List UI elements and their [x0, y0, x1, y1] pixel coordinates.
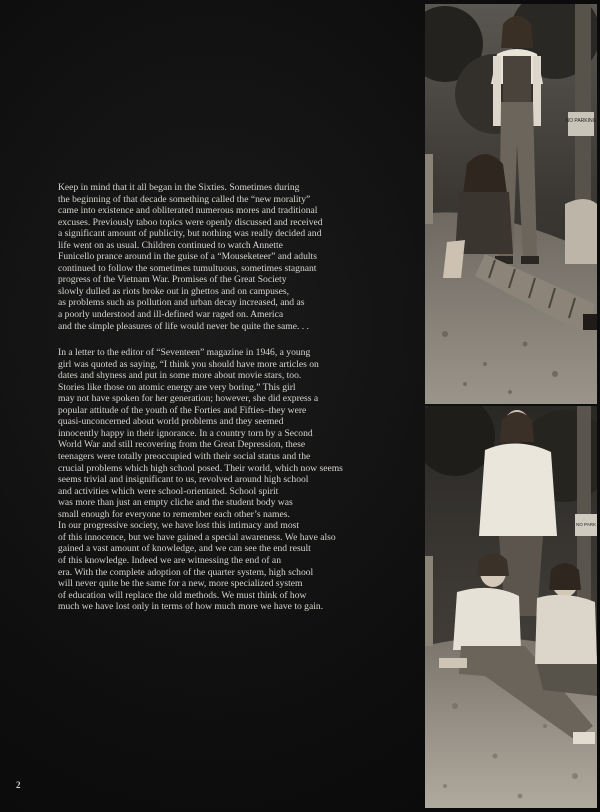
text-line: of education will replace the old methods. We must think of how: [58, 589, 307, 601]
text-line: life went on as usual. Children continued to watch Annette: [58, 239, 283, 251]
photo-image-top: [425, 4, 597, 404]
text-line: World War and still recovering from the Great Depression, these: [58, 439, 306, 451]
text-line: continued to follow the sometimes tumultuous, sometimes stagnant: [58, 262, 317, 274]
text-line: dates and shyness and put in some more about movie stars, too.: [58, 370, 302, 382]
article-text: [58, 182, 370, 628]
text-line: Funicello prance around in the guise of a “Mouseketeer” and adults: [58, 251, 317, 263]
text-line: the beginning of that decade something called the “new morality”: [58, 193, 311, 205]
text-line: came into existence and obliterated numerous mores and traditional: [58, 205, 318, 217]
text-line: slowly dulled as riots broke out in ghettos and on campuses,: [58, 285, 290, 297]
text-line: small enough for everyone to remember each other’s names.: [58, 508, 290, 520]
text-line: much we have lost only in terms of how much more we have to gain.: [58, 601, 324, 613]
text-line: Stories like those on atomic energy are very boring.” This girl: [58, 381, 296, 393]
text-line: popular attitude of the youth of the Forties and Fifties–they were: [58, 404, 307, 416]
text-line: will never quite be the same for a new, more specialized system: [58, 578, 303, 590]
sign-text-bottom: NO PARK: [576, 522, 596, 527]
text-line: and the simple pleasures of life would never be quite the same. . .: [58, 320, 309, 332]
sign-text-top: NO PARKING: [565, 118, 597, 124]
text-line: excuses. Previously taboo topics were openly discussed and received: [58, 216, 323, 228]
text-line: girl was quoted as saying, “I think you should have more articles on: [58, 358, 319, 370]
paragraph-sixties: [58, 182, 370, 332]
text-line: as problems such as pollution and urban decay increased, and as: [58, 297, 305, 309]
text-line: teenagers were totally preoccupied with their social status and the: [58, 451, 311, 463]
text-line: seems trivial and insignificant to us, revolved around high school: [58, 474, 309, 486]
photo-image-bottom: [425, 406, 597, 808]
text-line: innocently happy in their ignorance. In a country torn by a Second: [58, 427, 313, 439]
paragraph-seventeen: [58, 347, 370, 613]
text-line: was more than just an empty cliche and the student body was: [58, 497, 293, 509]
text-line: gained a vast amount of knowledge, and we can see the end result: [58, 543, 311, 555]
text-line: In a letter to the editor of “Seventeen” magazine in 1946, a young: [58, 347, 311, 359]
page-number: 2: [16, 780, 21, 790]
text-line: of this knowledge. Indeed we are witnessing the end of an: [58, 554, 281, 566]
text-line: crucial problems which high school posed. Their world, which now seems: [58, 462, 343, 474]
text-line: era. With the complete adoption of the quarter system, high school: [58, 566, 314, 578]
text-line: quasi-unconcerned about world problems and they seemed: [58, 416, 284, 428]
photo-students-hillside: [425, 4, 597, 404]
text-line: Keep in mind that it all began in the Sixties. Sometimes during: [58, 182, 300, 193]
text-line: In our progressive society, we have lost this intimacy and most: [58, 520, 300, 532]
text-line: a significant amount of publicity, but nothing was really decided and: [58, 228, 322, 240]
text-line: a poorly understood and ill-defined war raged on. America: [58, 309, 284, 321]
photo-students-slope: [425, 406, 597, 808]
text-line: may not have spoken for her generation; however, she did express a: [58, 393, 319, 405]
text-line: of this innocence, but we have gained a special awareness. We have also: [58, 531, 336, 543]
text-line: and activities which were school-orientated. School spirit: [58, 485, 279, 497]
text-line: progress of the Vietnam War. Promises of the Great Society: [58, 274, 287, 286]
